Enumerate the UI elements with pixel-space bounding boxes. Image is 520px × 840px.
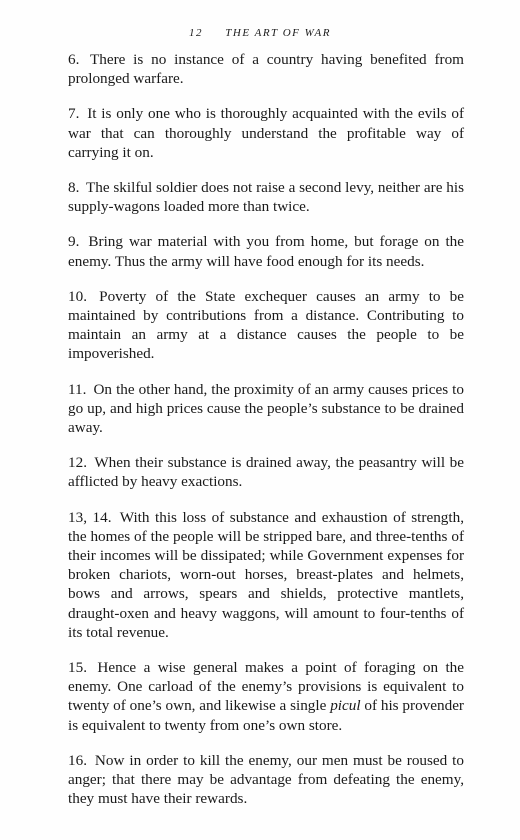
- paragraph-10: [68, 287, 464, 364]
- paragraph-6: [68, 50, 464, 88]
- paragraph-number: 13, 14.: [68, 508, 112, 526]
- paragraph-text: Now in order to kill the enemy, our men must be roused to anger; that there may be advantage from defeating the enemy, they must have their rewards.: [68, 751, 464, 808]
- paragraph-number: 12.: [68, 454, 87, 472]
- paragraph-number: 6.: [68, 51, 80, 68]
- book-title: THE ART OF WAR: [225, 27, 331, 39]
- body-text: [68, 50, 464, 825]
- paragraph-text: The skilful soldier does not raise a second levy, neither are his supply-wagons loaded more than twice.: [68, 179, 464, 216]
- paragraph-text: When their substance is drained away, the peasantry will be afflicted by heavy exactions.: [68, 454, 464, 491]
- paragraph-text: With this loss of substance and exhaustion of strength, the homes of the people will be stripped bare, and three-tenths of their incomes will be dissipated; while Government expenses for broken chariots, worn-out horses, breast-plates and helmets, bows and arrows, spears and shields, protective mantlets, draught-oxen and heavy waggons, will amount to four-tenths of its total revenue.: [68, 508, 464, 641]
- paragraph-text-after: of his provender is equivalent to twenty from one’s own store.: [68, 697, 464, 734]
- paragraph-text: There is no instance of a country having benefited from prolonged warfare.: [68, 51, 464, 88]
- page-number: 12: [189, 27, 204, 39]
- paragraph-9: [68, 232, 464, 270]
- paragraph-text: Poverty of the State exchequer causes an army to be maintained by contributions from a distance. Contributing to maintain an army at a distance causes the people to be impoverished.: [68, 287, 465, 363]
- paragraph-text: On the other hand, the proximity of an army causes prices to go up, and high prices cause the people’s substance to be drained away.: [68, 380, 464, 437]
- paragraph-number: 11.: [68, 380, 87, 398]
- paragraph-11: [68, 380, 464, 438]
- paragraph-number: 16.: [68, 751, 87, 769]
- paragraph-text: Bring war material with you from home, but forage on the enemy. Thus the army will have food enough for its needs.: [68, 233, 465, 270]
- paragraph-text-before: Hence a wise general makes a point of foraging on the enemy. One carload of the enemy’s provisions is equivalent to twenty of one’s own, and likewise a single: [68, 659, 465, 715]
- italic-term: picul: [330, 697, 361, 715]
- paragraph-13-14: [68, 508, 464, 642]
- paragraph-number: 7.: [68, 105, 80, 123]
- paragraph-7: [68, 104, 464, 162]
- paragraph-number: 8.: [68, 179, 80, 197]
- paragraph-number: 9.: [68, 233, 80, 251]
- paragraph-number: 15.: [68, 659, 87, 677]
- paragraph-text: It is only one who is thoroughly acquainted with the evils of war that can thoroughly understand the profitable way of carrying it on.: [68, 105, 464, 161]
- paragraph-12: [68, 453, 464, 491]
- paragraph-15: [68, 658, 464, 735]
- paragraph-8: [68, 178, 464, 216]
- running-head: [0, 27, 520, 39]
- paragraph-number: 10.: [68, 287, 87, 305]
- paragraph-16: [68, 751, 464, 809]
